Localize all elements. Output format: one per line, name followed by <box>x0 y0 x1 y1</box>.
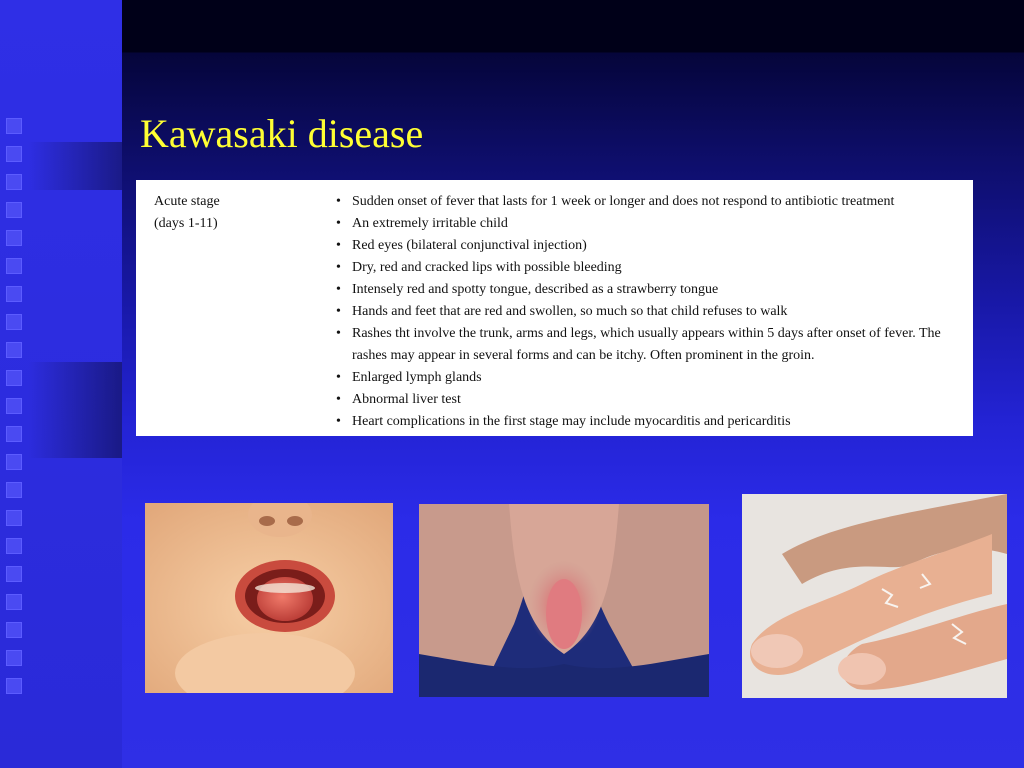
symptom-item: • Dry, red and cracked lips with possible bleeding <box>334 257 966 279</box>
strawberry-tongue-photo <box>145 503 393 693</box>
peeling-fingers-photo <box>742 494 1007 698</box>
stage-name: Acute stage <box>154 194 220 209</box>
symptom-item: • Heart complications in the first stage may include myocarditis and pericarditis <box>334 411 966 433</box>
symptom-item: • Sudden onset of fever that lasts for 1 week or longer and does not respond to antibiotic treatment <box>334 191 966 213</box>
slide-title: Kawasaki disease <box>140 111 424 156</box>
decorative-band <box>28 142 122 190</box>
symptom-item: • Intensely red and spotty tongue, described as a strawberry tongue <box>334 279 966 301</box>
decorative-band <box>28 410 122 458</box>
stage-days: (days 1-11) <box>154 216 218 231</box>
decorative-band <box>28 362 122 410</box>
symptom-item: • Hands and feet that are red and swollen, so much so that child refuses to walk <box>334 301 966 323</box>
groin-rash-photo <box>419 504 709 697</box>
symptom-item: • An extremely irritable child <box>334 213 966 235</box>
symptom-table <box>136 180 973 436</box>
stage-label <box>154 191 314 235</box>
decorative-squares <box>6 118 28 706</box>
symptom-list <box>334 191 966 433</box>
symptom-item: • Red eyes (bilateral conjunctival injection) <box>334 235 966 257</box>
symptom-item: • Abnormal liver test <box>334 389 966 411</box>
left-decorative-strip <box>0 0 122 768</box>
symptom-item: • Enlarged lymph glands <box>334 367 966 389</box>
symptom-item: • Rashes tht involve the trunk, arms and legs, which usually appears within 5 days after onset of fever. The rashes may appear in several forms and can be itchy. Often prominent in the groin. <box>334 323 966 367</box>
